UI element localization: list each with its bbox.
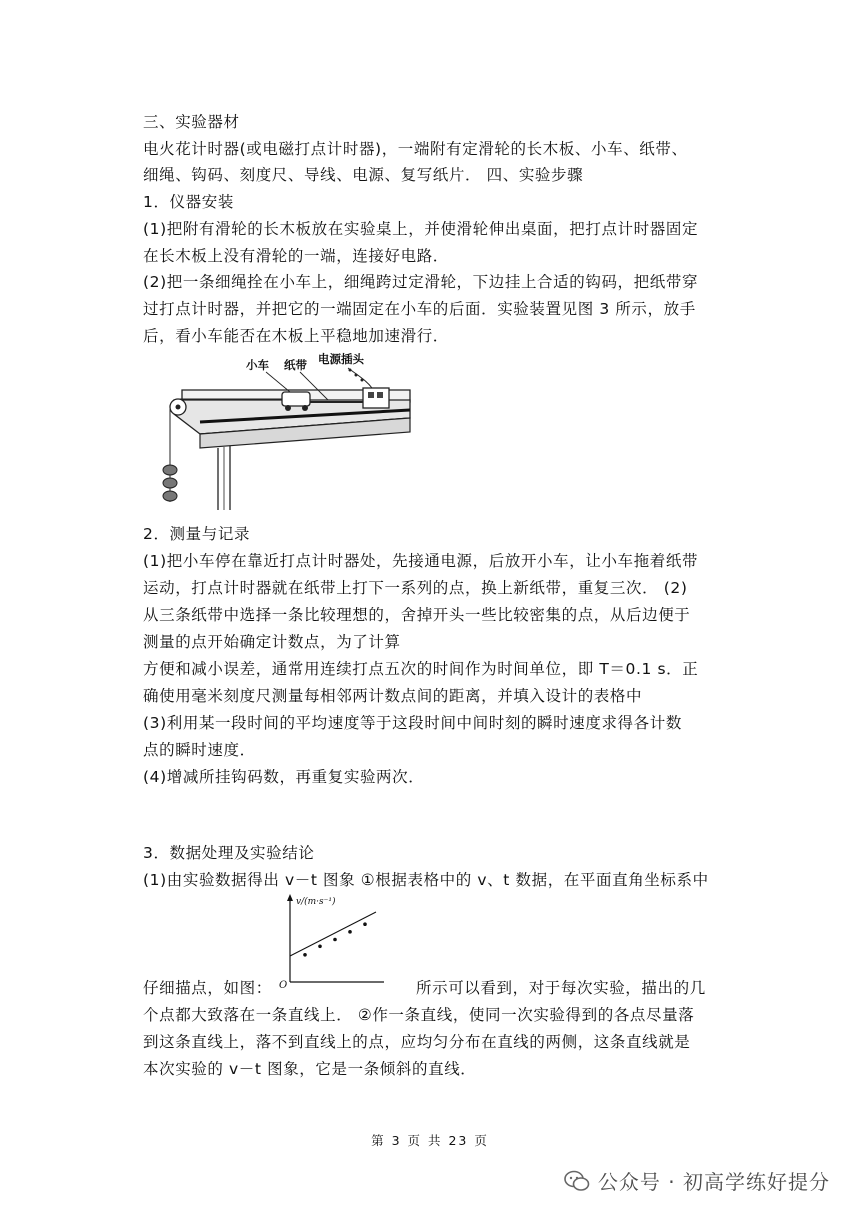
text-line: 本次实验的 v－t 图象，它是一条倾斜的直线．	[143, 1060, 477, 1078]
data-point	[303, 953, 307, 957]
section-heading-equipment: 三、实验器材	[143, 113, 240, 131]
data-point	[363, 922, 367, 926]
subheading-measure: 2．测量与记录	[143, 525, 251, 543]
page-footer: 第 3 页 共 23 页	[371, 1133, 489, 1148]
data-point	[348, 930, 352, 934]
hook-weight	[163, 478, 177, 488]
text-line: 确使用毫米刻度尺测量每相邻两计数点间的距离，并填入设计的表格中	[143, 687, 643, 705]
text-line: 运动，打点计时器就在纸带上打下一系列的点，换上新纸带，重复三次． (2)	[143, 579, 688, 597]
wechat-icon	[564, 1170, 590, 1192]
data-point	[318, 945, 322, 949]
text-line: 从三条纸带中选择一条比较理想的，舍掉开头一些比较密集的点，从后边便于	[143, 606, 691, 624]
text-line: 方便和减小误差，通常用连续打点五次的时间作为时间单位，即 T＝0.1 s．正	[143, 660, 699, 678]
subheading-install: 1．仪器安装	[143, 193, 234, 211]
text-line: 测量的点开始确定计数点，为了计算	[143, 633, 401, 651]
text-line: 在长木板上没有滑轮的一端，连接好电路．	[143, 247, 449, 265]
vt-ylabel: v/(m·s⁻¹)	[296, 897, 336, 907]
text-line: 细绳、钩码、刻度尺、导线、电源、复写纸片． 四、实验步骤	[143, 166, 584, 184]
vt-graph	[276, 890, 386, 988]
label-car: 小车	[246, 358, 269, 372]
text-line: (1)把附有滑轮的长木板放在实验桌上，并使滑轮伸出桌面，把打点计时器固定	[143, 220, 699, 238]
text-line: (1)由实验数据得出 v－t 图象 ①根据表格中的 v、t 数据，在平面直角坐标系中	[143, 871, 709, 889]
timer	[363, 388, 389, 408]
fit-line	[290, 912, 376, 956]
hook-weight	[163, 465, 177, 475]
label-plug: 电源插头	[318, 352, 364, 366]
text-line: (2)把一条细绳拴在小车上，细绳跨过定滑轮，下边挂上合适的钩码，把纸带穿	[143, 273, 699, 291]
hook-weight	[163, 491, 177, 501]
apparatus-figure	[160, 352, 416, 510]
car	[282, 392, 310, 406]
text-line: 到这条直线上，落不到直线上的点，应均匀分布在直线的两侧，这条直线就是	[143, 1033, 691, 1051]
subheading-data: 3．数据处理及实验结论	[143, 844, 315, 862]
watermark	[564, 1166, 830, 1195]
label-tape: 纸带	[284, 358, 307, 372]
text-line: 个点都大致落在一条直线上． ②作一条直线，使同一次实验得到的各点尽量落	[143, 1006, 695, 1024]
text-line: 过打点计时器，并把它的一端固定在小车的后面．实验装置见图 3 所示，放手	[143, 300, 696, 318]
text-line: (1)把小车停在靠近打点计时器处，先接通电源，后放开小车，让小车拖着纸带	[143, 552, 699, 570]
power-cord	[348, 368, 372, 388]
text-line: 所示可以看到，对于每次实验，描出的几	[416, 979, 706, 997]
watermark-text: 公众号 · 初高学练好提分	[597, 1170, 830, 1194]
text-line: (3)利用某一段时间的平均速度等于这段时间中间时刻的瞬时速度求得各计数	[143, 714, 682, 732]
vt-origin: O	[279, 980, 288, 988]
data-point	[333, 938, 337, 942]
text-line: (4)增减所挂钩码数，再重复实验两次．	[143, 768, 425, 786]
text-line: 仔细描点，如图：	[143, 979, 272, 997]
data-points	[303, 922, 367, 956]
text-line: 点的瞬时速度．	[143, 741, 256, 759]
text-line: 电火花计时器(或电磁打点计时器)，一端附有定滑轮的长木板、小车、纸带、	[143, 140, 688, 158]
text-line: 后，看小车能否在木板上平稳地加速滑行．	[143, 327, 449, 345]
